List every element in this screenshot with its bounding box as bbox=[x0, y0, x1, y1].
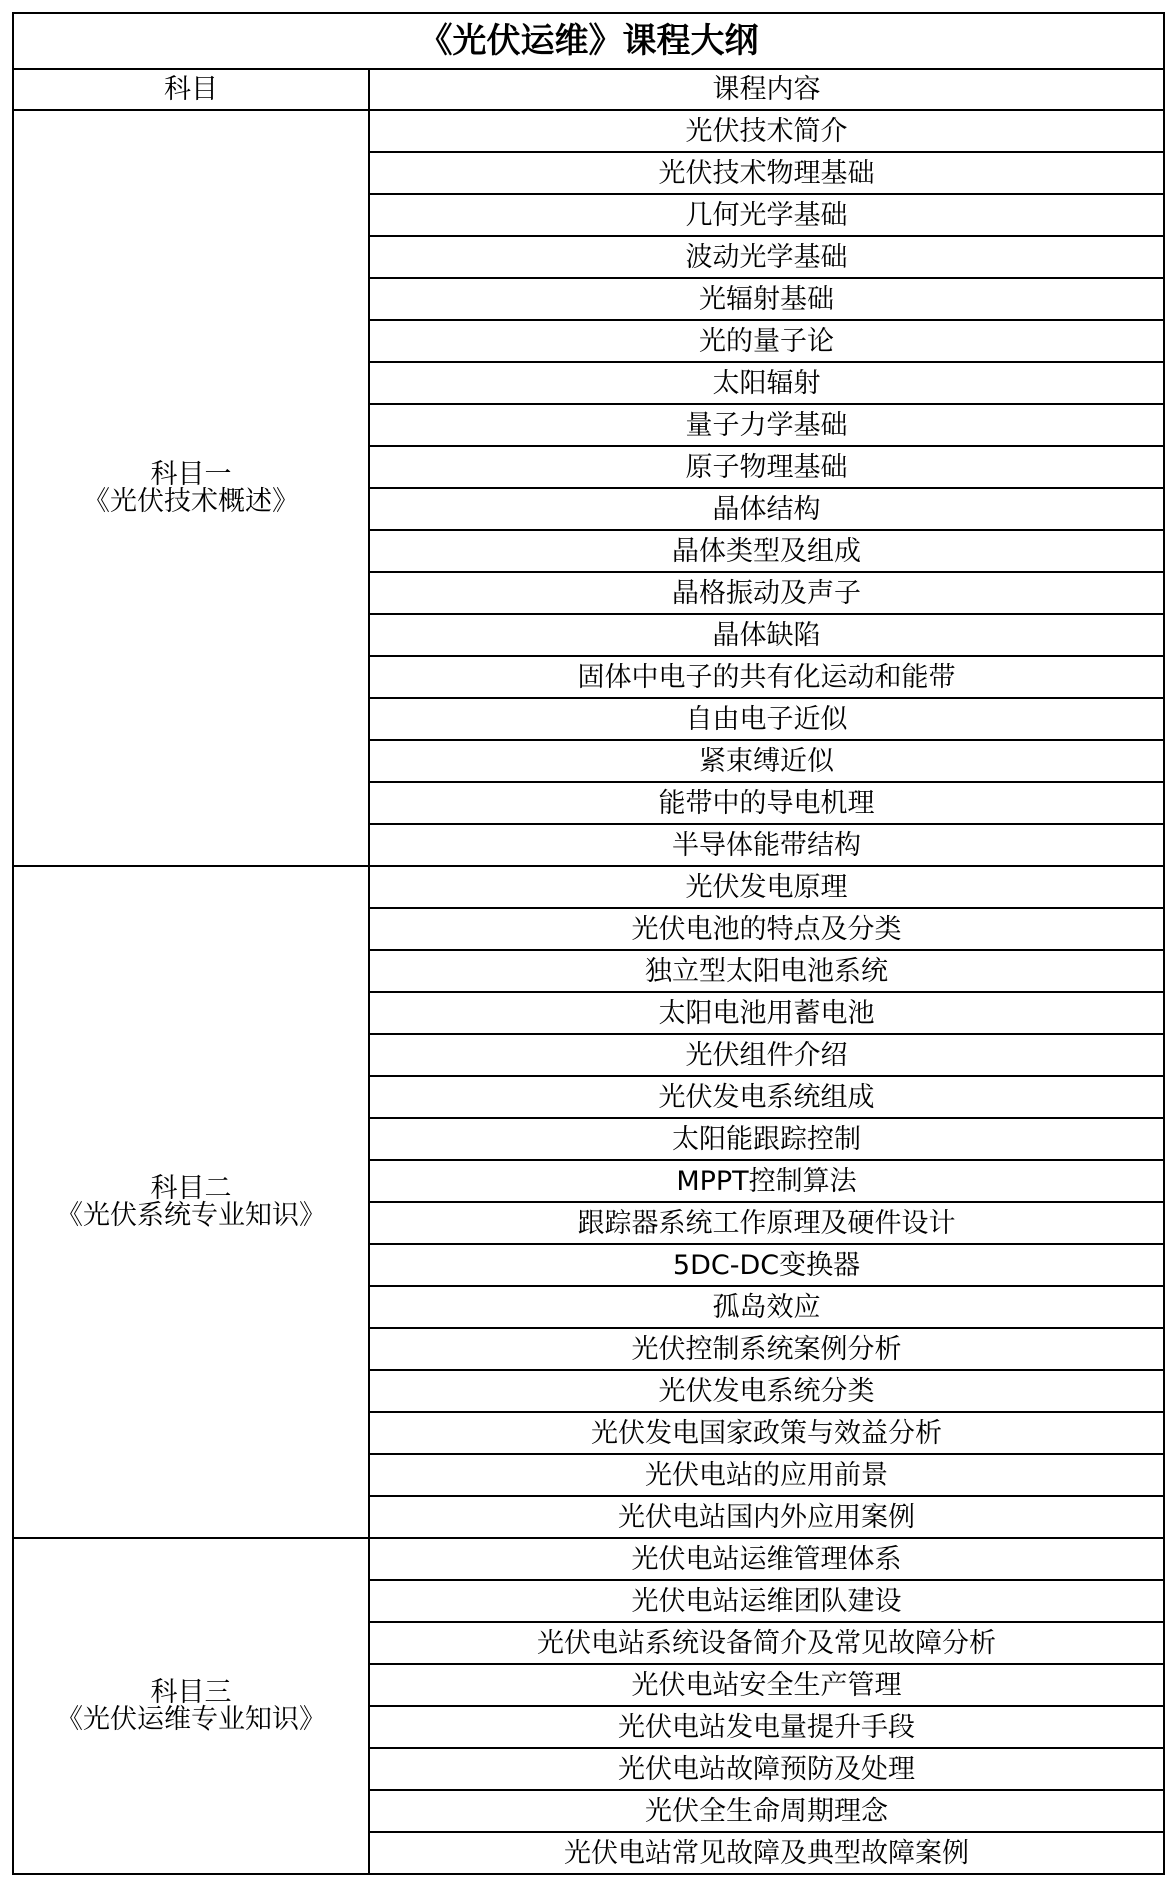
header-row bbox=[13, 69, 1164, 110]
subject-code: 科目二 bbox=[150, 1173, 232, 1204]
topic-cell: 光伏技术物理基础 bbox=[369, 152, 1164, 194]
topic-cell: 光伏发电系统分类 bbox=[369, 1370, 1164, 1412]
topic-cell: 固体中电子的共有化运动和能带 bbox=[369, 656, 1164, 698]
topic-cell: 光伏发电国家政策与效益分析 bbox=[369, 1412, 1164, 1454]
topic-cell: 能带中的导电机理 bbox=[369, 782, 1164, 824]
subject-cell bbox=[13, 1538, 369, 1874]
topic-cell: 晶格振动及声子 bbox=[369, 572, 1164, 614]
topic-cell: 半导体能带结构 bbox=[369, 824, 1164, 866]
syllabus-table-body bbox=[13, 13, 1164, 1874]
topic-cell: 晶体结构 bbox=[369, 488, 1164, 530]
topic-cell: 光伏电站发电量提升手段 bbox=[369, 1706, 1164, 1748]
title-row bbox=[13, 13, 1164, 69]
subject-cell bbox=[13, 866, 369, 1538]
topic-cell: 紧束缚近似 bbox=[369, 740, 1164, 782]
topic-cell: MPPT控制算法 bbox=[369, 1160, 1164, 1202]
topic-cell: 光伏电站运维团队建设 bbox=[369, 1580, 1164, 1622]
subject-name: 《光伏技术概述》 bbox=[83, 486, 299, 517]
topic-cell: 光伏发电原理 bbox=[369, 866, 1164, 908]
topic-cell: 晶体缺陷 bbox=[369, 614, 1164, 656]
table-row bbox=[13, 1538, 1164, 1580]
topic-cell: 光伏电站安全生产管理 bbox=[369, 1664, 1164, 1706]
topic-cell: 光伏电站常见故障及典型故障案例 bbox=[369, 1832, 1164, 1874]
table-row bbox=[13, 866, 1164, 908]
topic-cell: 5DC-DC变换器 bbox=[369, 1244, 1164, 1286]
topic-cell: 量子力学基础 bbox=[369, 404, 1164, 446]
topic-cell: 太阳能跟踪控制 bbox=[369, 1118, 1164, 1160]
syllabus-table bbox=[12, 12, 1165, 1875]
topic-cell: 光伏电站的应用前景 bbox=[369, 1454, 1164, 1496]
subject-name: 《光伏运维专业知识》 bbox=[56, 1704, 326, 1735]
topic-cell: 光伏技术简介 bbox=[369, 110, 1164, 152]
subject-name: 《光伏系统专业知识》 bbox=[56, 1200, 326, 1231]
topic-cell: 光伏电池的特点及分类 bbox=[369, 908, 1164, 950]
subject-code: 科目一 bbox=[150, 459, 232, 490]
topic-cell: 晶体类型及组成 bbox=[369, 530, 1164, 572]
topic-cell: 光伏电站国内外应用案例 bbox=[369, 1496, 1164, 1538]
content-column-header: 课程内容 bbox=[369, 69, 1164, 110]
topic-cell: 光伏全生命周期理念 bbox=[369, 1790, 1164, 1832]
table-row bbox=[13, 110, 1164, 152]
topic-cell: 太阳电池用蓄电池 bbox=[369, 992, 1164, 1034]
topic-cell: 孤岛效应 bbox=[369, 1286, 1164, 1328]
topic-cell: 自由电子近似 bbox=[369, 698, 1164, 740]
table-title: 《光伏运维》课程大纲 bbox=[13, 13, 1164, 69]
topic-cell: 光辐射基础 bbox=[369, 278, 1164, 320]
topic-cell: 光伏电站故障预防及处理 bbox=[369, 1748, 1164, 1790]
topic-cell: 光伏发电系统组成 bbox=[369, 1076, 1164, 1118]
topic-cell: 独立型太阳电池系统 bbox=[369, 950, 1164, 992]
topic-cell: 原子物理基础 bbox=[369, 446, 1164, 488]
subject-column-header: 科目 bbox=[13, 69, 369, 110]
subject-code: 科目三 bbox=[150, 1677, 232, 1708]
topic-cell: 几何光学基础 bbox=[369, 194, 1164, 236]
topic-cell: 光伏电站运维管理体系 bbox=[369, 1538, 1164, 1580]
topic-cell: 太阳辐射 bbox=[369, 362, 1164, 404]
topic-cell: 波动光学基础 bbox=[369, 236, 1164, 278]
topic-cell: 光伏组件介绍 bbox=[369, 1034, 1164, 1076]
subject-cell bbox=[13, 110, 369, 866]
topic-cell: 光的量子论 bbox=[369, 320, 1164, 362]
topic-cell: 光伏控制系统案例分析 bbox=[369, 1328, 1164, 1370]
topic-cell: 光伏电站系统设备简介及常见故障分析 bbox=[369, 1622, 1164, 1664]
topic-cell: 跟踪器系统工作原理及硬件设计 bbox=[369, 1202, 1164, 1244]
